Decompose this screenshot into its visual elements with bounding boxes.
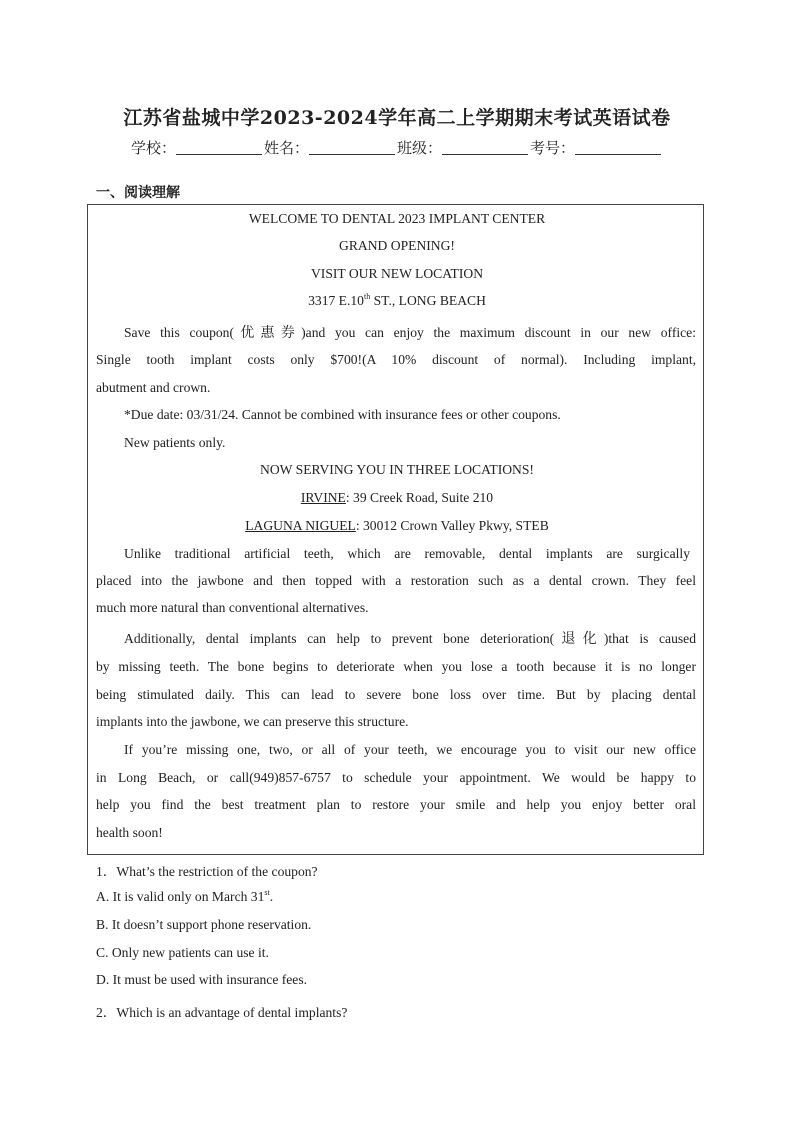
exam-number-label: 考号：: [530, 139, 576, 157]
class-label: 班级：: [397, 139, 443, 157]
passage-heading-3: VISIT OUR NEW LOCATION: [310, 266, 484, 281]
paragraph-1-line-1: [124, 322, 696, 342]
passage-heading-2: GRAND OPENING!: [339, 238, 455, 253]
exam-number-blank: [575, 140, 661, 155]
exam-title: 江苏省盐城中学2023-2024学年高二上学期期末考试英语试卷: [123, 107, 671, 129]
p1-text-a: Save this coupon(: [124, 325, 234, 340]
paragraph-2-line-3: much more natural than conventional alternatives.: [96, 600, 369, 615]
school-label: 学校：: [130, 139, 176, 157]
paragraph-1-line-3: abutment and crown.: [96, 380, 211, 395]
p3-text-a: Additionally, dental implants can help to prevent bone deterioration(: [124, 631, 555, 646]
paragraph-2-line-1: Unlike traditional artificial teeth, which are removable, dental implants are surgically: [124, 546, 690, 561]
paragraph-2-line-2: placed into the jawbone and then topped with a restoration such as a dental crown. They feel: [96, 573, 696, 588]
address-pre: 3317 E.10: [308, 293, 364, 308]
question-1-option-c[interactable]: C. Only new patients can use it.: [96, 945, 269, 960]
paragraph-4-line-2: in Long Beach, or call(949)857-6757 to schedule your appointment. We would be happy to: [96, 770, 696, 785]
passage-heading-1: WELCOME TO DENTAL 2023 IMPLANT CENTER: [248, 211, 546, 226]
question-1-option-b[interactable]: B. It doesn’t support phone reservation.: [96, 917, 312, 932]
location-laguna-name: LAGUNA NIGUEL: [245, 518, 356, 533]
serving-heading: NOW SERVING YOU IN THREE LOCATIONS!: [260, 462, 534, 477]
p3-chinese-gloss: 退化: [554, 631, 604, 647]
option-a-end: .: [269, 889, 274, 904]
address-post: ST., LONG BEACH: [370, 293, 486, 308]
p1-text-b: )and you can enjoy the maximum discount in our new office:: [301, 325, 696, 340]
paragraph-1-line-2: Single tooth implant costs only $700!(A 10% discount of normal). Including implant,: [96, 352, 696, 367]
paragraph-3-line-3: being stimulated daily. This can lead to severe bone loss over time. But by placing dental: [96, 687, 696, 702]
location-irvine: [0, 490, 794, 506]
location-irvine-name: IRVINE: [300, 490, 346, 505]
location-laguna-address: : 30012 Crown Valley Pkwy, STEB: [355, 518, 549, 533]
paragraph-3-line-1: [124, 628, 696, 648]
question-1: 1．What’s the restriction of the coupon?: [96, 864, 318, 879]
option-a-sup: st: [264, 888, 270, 897]
paragraph-4-line-1: If you’re missing one, two, or all of your teeth, we encourage you to visit our new office: [124, 742, 696, 757]
note-new-patients: New patients only.: [124, 435, 226, 450]
class-blank: [442, 140, 528, 155]
note-due-date: *Due date: 03/31/24. Cannot be combined with insurance fees or other coupons.: [124, 407, 561, 422]
paragraph-3-line-4: implants into the jawbone, we can preserve this structure.: [96, 714, 409, 729]
location-laguna-niguel: [0, 518, 794, 534]
p3-text-b: )that is caused: [603, 631, 696, 646]
paragraph-3-line-2: by missing teeth. The bone begins to deteriorate when you lose a tooth because it is no longer: [96, 659, 696, 674]
name-label: 姓名：: [263, 139, 309, 157]
location-irvine-address: : 39 Creek Road, Suite 210: [345, 490, 494, 505]
name-blank: [309, 140, 395, 155]
school-blank: [176, 140, 262, 155]
p1-chinese-gloss: 优惠券: [233, 325, 302, 341]
paragraph-4-line-3: help you find the best treatment plan to restore your smile and help you enjoy better oral: [96, 797, 696, 812]
question-2: 2．Which is an advantage of dental implants?: [96, 1005, 348, 1020]
question-1-option-d[interactable]: D. It must be used with insurance fees.: [96, 972, 308, 987]
address-sup: th: [363, 292, 371, 301]
question-1-option-a[interactable]: [96, 889, 273, 905]
passage-address: [0, 293, 794, 309]
section-title: 一、阅读理解: [96, 185, 180, 201]
option-a-text: A. It is valid only on March 31: [96, 889, 265, 904]
student-info-fields: [0, 137, 794, 158]
paragraph-4-line-4: health soon!: [96, 825, 163, 840]
